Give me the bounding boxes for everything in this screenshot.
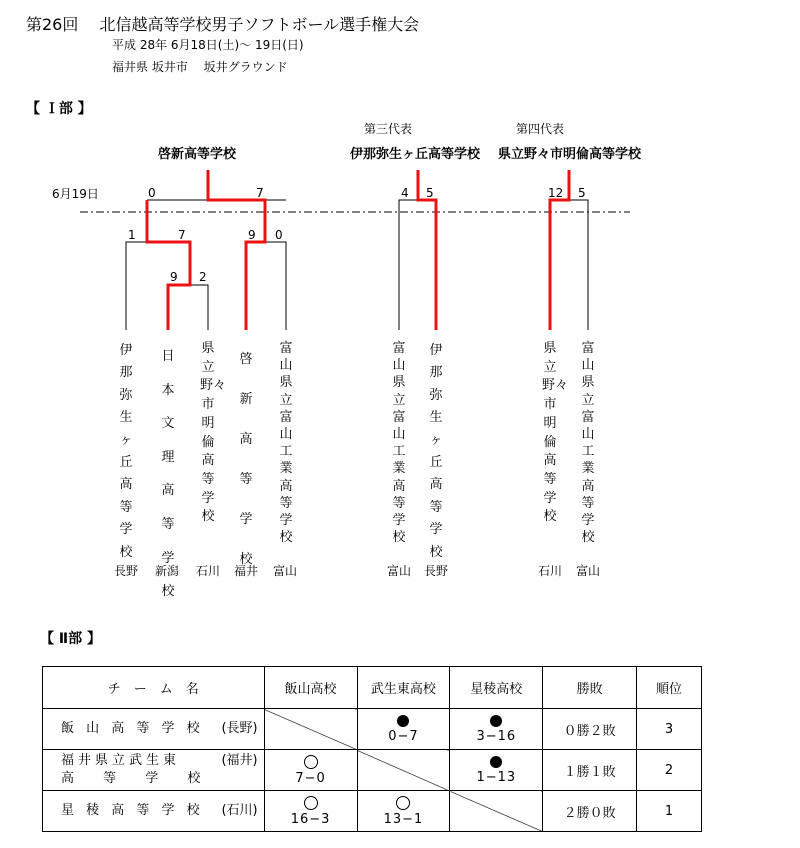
team-label-line2: 高 等 学 校 xyxy=(61,771,205,786)
team-pref-4: 福井 xyxy=(234,564,259,578)
team-name-8: 県立野々市明倫高等学校 xyxy=(542,341,569,525)
table-header-row xyxy=(43,667,702,709)
league-table xyxy=(42,666,702,832)
bracket-b-lines xyxy=(399,200,418,330)
result-cell xyxy=(450,750,543,791)
team-label: 福井県立武生東 xyxy=(61,753,181,768)
winner-b: 伊那弥生ヶ丘高等学校 xyxy=(350,147,481,162)
row-team-name xyxy=(43,791,265,832)
bracket-a-winner-path xyxy=(147,170,265,330)
team-pref: (長野) xyxy=(221,721,258,736)
record-cell: ２勝０敗 xyxy=(543,791,637,832)
result-cell xyxy=(264,791,357,832)
rank-cell: 1 xyxy=(637,791,702,832)
score-c-r: 5 xyxy=(578,186,586,200)
score-first-r: 2 xyxy=(199,270,207,284)
team-pref-5: 富山 xyxy=(273,564,298,578)
col-header-takefuhigashi: 武生東高校 xyxy=(357,667,450,709)
result-score: 0−7 xyxy=(388,728,419,744)
team-pref-8: 石川 xyxy=(538,564,563,578)
tournament-title: 第26回 北信越高等学校男子ソフトボール選手権大会 xyxy=(26,15,420,34)
score-b-l: 4 xyxy=(401,186,409,200)
team-name-2: 日本文理高等学校 xyxy=(161,349,175,600)
score-semi-left-l: 1 xyxy=(128,228,136,242)
result-cell xyxy=(357,709,450,750)
team-label: 星 稜 高 等 学 校 xyxy=(61,803,204,818)
team-pref-6: 富山 xyxy=(387,564,412,578)
team-pref: (福井) xyxy=(221,753,258,768)
team-pref-1: 長野 xyxy=(114,564,139,578)
table-row xyxy=(43,709,702,750)
team-name-5: 富山県立富山工業高等学校 xyxy=(279,341,293,546)
col-header-iiyama: 飯山高校 xyxy=(264,667,357,709)
table-row xyxy=(43,750,702,791)
score-final-left: 0 xyxy=(148,186,156,200)
win-mark-icon xyxy=(396,796,410,810)
bracket-c-lines xyxy=(569,200,588,330)
section2-label: 【 Ⅱ部 】 xyxy=(40,631,101,647)
self-match-cell xyxy=(450,791,543,832)
score-b-r: 5 xyxy=(426,186,434,200)
team-pref-3: 石川 xyxy=(196,564,221,578)
bracket-a-lines xyxy=(126,200,286,330)
team-pref: (石川) xyxy=(221,803,258,818)
tournament-date: 平成 28年 6月18日(土)～ 19日(日) xyxy=(112,38,304,52)
result-score: 16−3 xyxy=(290,811,331,827)
result-cell xyxy=(450,709,543,750)
self-match-cell xyxy=(357,750,450,791)
win-mark-icon xyxy=(304,755,318,769)
table-row xyxy=(43,791,702,832)
win-mark-icon xyxy=(304,796,318,810)
result-score: 3−16 xyxy=(476,728,517,744)
rank-cell: 2 xyxy=(637,750,702,791)
team-label: 飯 山 高 等 学 校 xyxy=(61,721,204,736)
team-name-9: 富山県立富山工業高等学校 xyxy=(581,341,595,546)
loss-mark-icon xyxy=(397,715,409,727)
score-semi-left-r: 7 xyxy=(178,228,186,242)
score-semi-right-r: 0 xyxy=(275,228,283,242)
team-pref-9: 富山 xyxy=(576,564,601,578)
score-final-right: 7 xyxy=(256,186,264,200)
winner-c: 県立野々市明倫高等学校 xyxy=(498,147,642,162)
rank-cell: 3 xyxy=(637,709,702,750)
score-c-l: 12 xyxy=(548,186,564,200)
team-name-1: 伊那弥生ヶ丘高等学校 xyxy=(119,343,133,560)
row-team-name xyxy=(43,709,265,750)
loss-mark-icon xyxy=(490,756,502,768)
round-date-label: 6月19日 xyxy=(52,187,99,201)
loss-mark-icon xyxy=(490,715,502,727)
winner-a: 啓新高等学校 xyxy=(158,147,237,162)
record-cell: １勝１敗 xyxy=(543,750,637,791)
team-pref-2: 新潟 xyxy=(155,564,180,578)
section1-label: 【 Ｉ部 】 xyxy=(26,101,92,117)
team-name-7: 伊那弥生ヶ丘高等学校 xyxy=(429,343,443,560)
rep4-label: 第四代表 xyxy=(516,122,565,136)
self-match-cell xyxy=(264,709,357,750)
record-cell: ０勝２敗 xyxy=(543,709,637,750)
tournament-venue: 福井県 坂井市 坂井グラウンド xyxy=(112,60,288,74)
row-team-name xyxy=(43,750,265,791)
result-cell xyxy=(264,750,357,791)
result-cell xyxy=(357,791,450,832)
col-header-record: 勝敗 xyxy=(543,667,637,709)
team-name-3: 県立野々市明倫高等学校 xyxy=(200,341,227,525)
score-semi-right-l: 9 xyxy=(248,228,256,242)
result-score: 13−1 xyxy=(383,811,424,827)
col-header-team: チ ー ム 名 xyxy=(43,667,265,709)
team-pref-7: 長野 xyxy=(424,564,449,578)
result-score: 1−13 xyxy=(476,769,517,785)
team-name-6: 富山県立富山工業高等学校 xyxy=(392,341,406,546)
col-header-seiryo: 星稜高校 xyxy=(450,667,543,709)
rep3-label: 第三代表 xyxy=(364,122,413,136)
col-header-rank: 順位 xyxy=(637,667,702,709)
team-name-4: 啓新高等学校 xyxy=(239,352,253,567)
result-score: 7−0 xyxy=(295,770,326,786)
score-first-l: 9 xyxy=(170,270,178,284)
